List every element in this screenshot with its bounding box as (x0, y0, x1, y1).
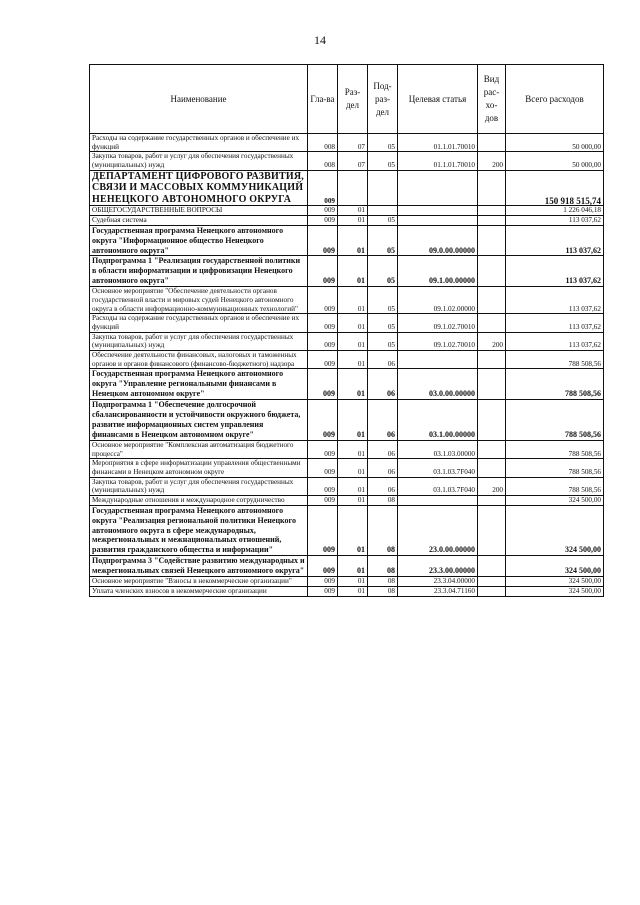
table-row (90, 556, 604, 577)
cell-chapter: 008 (308, 152, 338, 170)
cell-section: 01 (338, 577, 368, 587)
cell-subsection: 05 (368, 332, 398, 350)
cell-amount: 788 508,56 (506, 440, 604, 458)
cell-name: Закупка товаров, работ и услуг для обеспечения государственных (муниципальных) нужд (90, 332, 308, 350)
table-row (90, 170, 604, 206)
cell-subsection: 08 (368, 496, 398, 506)
cell-chapter: 008 (308, 134, 338, 152)
cell-target: 09.1.02.70010 (398, 332, 478, 350)
cell-exp-type (478, 440, 506, 458)
cell-section: 01 (338, 477, 368, 495)
cell-subsection: 06 (368, 440, 398, 458)
cell-exp-type (478, 206, 506, 216)
cell-name: Расходы на содержание государственных органов и обеспечение их функций (90, 314, 308, 332)
header-chapter: Гла-ва (308, 65, 338, 134)
cell-section: 01 (338, 216, 368, 226)
cell-name: Основное мероприятие "Комплексная автоматизация бюджетного процесса" (90, 440, 308, 458)
cell-name: Закупка товаров, работ и услуг для обеспечения государственных (муниципальных) нужд (90, 477, 308, 495)
cell-target (398, 216, 478, 226)
cell-section: 01 (338, 256, 368, 287)
cell-name: Государственная программа Ненецкого автономного округа "Управление региональными финансами в Ненецком автономном округе" (90, 369, 308, 400)
cell-section: 07 (338, 152, 368, 170)
cell-chapter: 009 (308, 225, 338, 256)
cell-subsection: 08 (368, 556, 398, 577)
cell-chapter: 009 (308, 459, 338, 477)
cell-exp-type (478, 505, 506, 556)
cell-amount: 50 000,00 (506, 152, 604, 170)
cell-subsection: 05 (368, 152, 398, 170)
cell-subsection: 06 (368, 369, 398, 400)
table-row (90, 586, 604, 596)
cell-amount: 113 037,62 (506, 256, 604, 287)
cell-chapter: 009 (308, 400, 338, 441)
cell-name: Основное мероприятие "Взносы в некоммерческие организации" (90, 577, 308, 587)
cell-section: 01 (338, 586, 368, 596)
cell-target: 03.1.03.00000 (398, 440, 478, 458)
cell-amount: 788 508,56 (506, 477, 604, 495)
cell-section: 01 (338, 369, 368, 400)
cell-chapter: 009 (308, 477, 338, 495)
cell-chapter: 009 (308, 586, 338, 596)
cell-target (398, 496, 478, 506)
cell-subsection: 06 (368, 400, 398, 441)
cell-chapter: 009 (308, 496, 338, 506)
cell-amount: 324 500,00 (506, 505, 604, 556)
table-row (90, 225, 604, 256)
table-row (90, 134, 604, 152)
cell-target (398, 351, 478, 369)
cell-exp-type (478, 216, 506, 226)
cell-exp-type (478, 586, 506, 596)
cell-target: 03.0.00.00000 (398, 369, 478, 400)
cell-section: 01 (338, 314, 368, 332)
cell-subsection (368, 206, 398, 216)
cell-subsection: 08 (368, 505, 398, 556)
page-number: 14 (314, 33, 326, 47)
cell-exp-type (478, 134, 506, 152)
cell-section: 01 (338, 351, 368, 369)
cell-section: 07 (338, 134, 368, 152)
table-row (90, 440, 604, 458)
table-row (90, 152, 604, 170)
cell-amount: 788 508,56 (506, 400, 604, 441)
cell-amount: 788 508,56 (506, 351, 604, 369)
cell-section: 01 (338, 505, 368, 556)
cell-chapter: 009 (308, 369, 338, 400)
cell-name: Государственная программа Ненецкого автономного округа "Реализация региональной политики Ненецкого автономного округа в сфере международных, межрегиональных и межнациональных отношений, развития гражданского общества и информации" (90, 505, 308, 556)
table-row (90, 496, 604, 506)
cell-amount: 113 037,62 (506, 314, 604, 332)
cell-chapter: 009 (308, 170, 338, 206)
cell-target: 01.1.01.70010 (398, 152, 478, 170)
cell-chapter: 009 (308, 351, 338, 369)
cell-subsection: 08 (368, 586, 398, 596)
header-total: Всего расходов (506, 65, 604, 134)
cell-name: Государственная программа Ненецкого автономного округа "Информационное общество Ненецкого автономного округа" (90, 225, 308, 256)
cell-name: Подпрограмма 3 "Содействие развитию международных и межрегиональных связей Ненецкого автономного округа" (90, 556, 308, 577)
cell-amount: 324 500,00 (506, 577, 604, 587)
cell-amount: 113 037,62 (506, 332, 604, 350)
table-row (90, 577, 604, 587)
cell-exp-type: 200 (478, 152, 506, 170)
cell-name: Уплата членских взносов в некоммерческие организации (90, 586, 308, 596)
cell-amount: 788 508,56 (506, 459, 604, 477)
table-row (90, 287, 604, 314)
cell-subsection: 05 (368, 314, 398, 332)
cell-target (398, 170, 478, 206)
cell-exp-type (478, 256, 506, 287)
cell-target: 23.0.00.00000 (398, 505, 478, 556)
budget-table (89, 64, 604, 597)
table-row (90, 400, 604, 441)
cell-subsection: 06 (368, 477, 398, 495)
cell-subsection: 05 (368, 256, 398, 287)
cell-subsection: 05 (368, 134, 398, 152)
cell-name: Судебная система (90, 216, 308, 226)
cell-amount: 1 226 046,18 (506, 206, 604, 216)
cell-name: Основное мероприятие "Обеспечение деятельности органов государственной власти и мировых судей Ненецкого автономного округа в области информационно-коммуникационных технологий" (90, 287, 308, 314)
header-name: Наименование (90, 65, 308, 134)
cell-section: 01 (338, 206, 368, 216)
cell-chapter: 009 (308, 206, 338, 216)
cell-section: 01 (338, 496, 368, 506)
cell-name: Международные отношения и международное сотрудничество (90, 496, 308, 506)
cell-section: 01 (338, 332, 368, 350)
cell-target: 23.3.04.00000 (398, 577, 478, 587)
cell-exp-type (478, 314, 506, 332)
cell-amount: 324 500,00 (506, 496, 604, 506)
header-exp-type: Вид рас-хо-дов (478, 65, 506, 134)
cell-exp-type (478, 225, 506, 256)
cell-subsection: 06 (368, 459, 398, 477)
cell-subsection: 08 (368, 577, 398, 587)
cell-chapter: 009 (308, 505, 338, 556)
cell-amount: 113 037,62 (506, 225, 604, 256)
table-row (90, 216, 604, 226)
cell-exp-type: 200 (478, 477, 506, 495)
table-row (90, 256, 604, 287)
cell-amount: 324 500,00 (506, 556, 604, 577)
table-row (90, 351, 604, 369)
cell-chapter: 009 (308, 256, 338, 287)
cell-section: 01 (338, 459, 368, 477)
cell-amount: 113 037,62 (506, 216, 604, 226)
cell-section: 01 (338, 287, 368, 314)
header-target: Целевая статья (398, 65, 478, 134)
cell-target (398, 206, 478, 216)
cell-section: 01 (338, 440, 368, 458)
cell-name: ДЕПАРТАМЕНТ ЦИФРОВОГО РАЗВИТИЯ, СВЯЗИ И МАССОВЫХ КОММУНИКАЦИЙ НЕНЕЦКОГО АВТОНОМНОГО ОКРУГА (90, 170, 308, 206)
cell-chapter: 009 (308, 577, 338, 587)
cell-subsection: 06 (368, 351, 398, 369)
cell-chapter: 009 (308, 440, 338, 458)
cell-target: 09.0.00.00000 (398, 225, 478, 256)
cell-chapter: 009 (308, 332, 338, 350)
cell-name: Подпрограмма 1 "Реализация государственной политики в области информатизации и цифровизации Ненецкого автономного округа" (90, 256, 308, 287)
cell-target: 09.1.00.00000 (398, 256, 478, 287)
cell-exp-type (478, 496, 506, 506)
cell-exp-type (478, 351, 506, 369)
table-row (90, 314, 604, 332)
cell-target: 01.1.01.70010 (398, 134, 478, 152)
cell-exp-type (478, 170, 506, 206)
cell-subsection: 05 (368, 216, 398, 226)
cell-subsection (368, 170, 398, 206)
cell-amount: 50 000,00 (506, 134, 604, 152)
cell-target: 23.3.00.00000 (398, 556, 478, 577)
cell-exp-type (478, 556, 506, 577)
cell-chapter: 009 (308, 287, 338, 314)
cell-target: 23.3.04.71160 (398, 586, 478, 596)
cell-subsection: 05 (368, 225, 398, 256)
cell-target: 09.1.02.70010 (398, 314, 478, 332)
table-row (90, 459, 604, 477)
table-row (90, 477, 604, 495)
table-row (90, 369, 604, 400)
cell-subsection: 05 (368, 287, 398, 314)
header-subsection: Под-раз-дел (368, 65, 398, 134)
cell-amount: 324 500,00 (506, 586, 604, 596)
cell-name: ОБЩЕГОСУДАРСТВЕННЫЕ ВОПРОСЫ (90, 206, 308, 216)
cell-section: 01 (338, 225, 368, 256)
cell-exp-type (478, 369, 506, 400)
cell-name: Расходы на содержание государственных органов и обеспечение их функций (90, 134, 308, 152)
cell-target: 03.1.00.00000 (398, 400, 478, 441)
cell-name: Обеспечение деятельности финансовых, налоговых и таможенных органов и органов финансового (финансово-бюджетного) надзора (90, 351, 308, 369)
cell-exp-type (478, 400, 506, 441)
cell-exp-type (478, 577, 506, 587)
table-header-row (90, 65, 604, 134)
cell-amount: 150 918 515,74 (506, 170, 604, 206)
cell-amount: 113 037,62 (506, 287, 604, 314)
cell-exp-type (478, 459, 506, 477)
cell-name: Закупка товаров, работ и услуг для обеспечения государственных (муниципальных) нужд (90, 152, 308, 170)
cell-exp-type: 200 (478, 332, 506, 350)
cell-name: Подпрограмма 1 "Обеспечение долгосрочной сбалансированности и устойчивости окружного бюджета, развитие информационных систем управления финансами в Ненецком автономном округе" (90, 400, 308, 441)
cell-section (338, 170, 368, 206)
table-row (90, 505, 604, 556)
cell-target: 03.1.03.7F040 (398, 459, 478, 477)
cell-section: 01 (338, 400, 368, 441)
cell-target: 03.1.03.7F040 (398, 477, 478, 495)
table-row (90, 332, 604, 350)
cell-name: Мероприятия в сфере информатизации управления общественными финансами в Ненецком автономном округе (90, 459, 308, 477)
cell-chapter: 009 (308, 556, 338, 577)
cell-amount: 788 508,56 (506, 369, 604, 400)
table-row (90, 206, 604, 216)
cell-chapter: 009 (308, 314, 338, 332)
cell-section: 01 (338, 556, 368, 577)
header-section: Раз-дел (338, 65, 368, 134)
cell-exp-type (478, 287, 506, 314)
cell-target: 09.1.02.00000 (398, 287, 478, 314)
cell-chapter: 009 (308, 216, 338, 226)
